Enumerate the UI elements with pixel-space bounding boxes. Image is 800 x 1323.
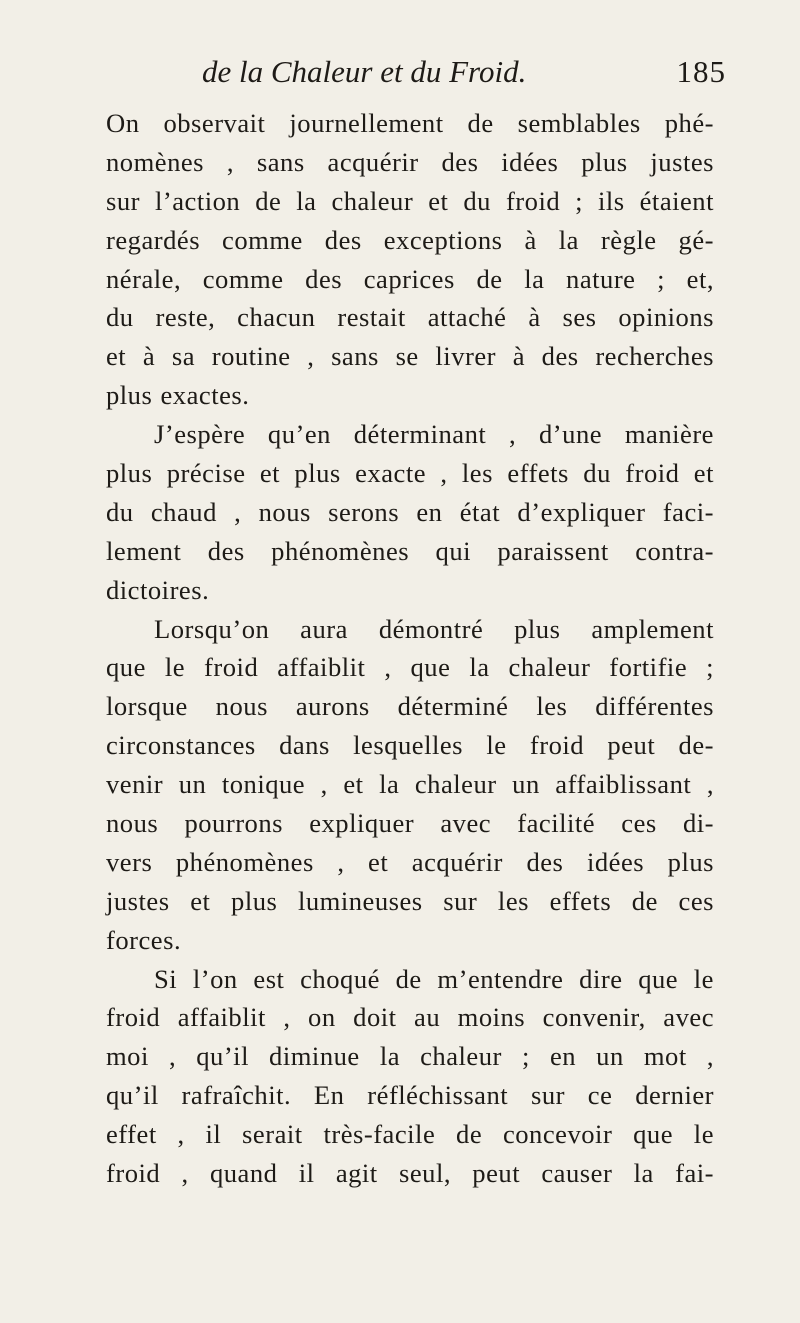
text-line: sur l’action de la chaleur et du froid ; ils étaient (106, 185, 714, 216)
text-line: venir un tonique , et la chaleur un affaiblissant , (106, 769, 714, 800)
body-text (106, 104, 714, 1193)
text-line: forces. (106, 924, 182, 955)
running-head (106, 52, 726, 92)
page-number: 185 (676, 54, 726, 89)
text-line: nomènes , sans acquérir des idées plus justes (106, 146, 714, 177)
text-line: justes et plus lumineuses sur les effets de ces (106, 885, 714, 916)
running-title: de la Chaleur et du Froid. (202, 54, 527, 89)
text-line: Si l’on est choqué de m’entendre dire que le (154, 963, 714, 994)
text-line: Lorsqu’on aura démontré plus amplement (154, 613, 714, 644)
text-line: regardés comme des exceptions à la règle gé- (106, 224, 714, 255)
text-line: froid affaiblit , on doit au moins convenir, avec (106, 1002, 714, 1033)
text-line: nérale, comme des caprices de la nature ; et, (106, 263, 714, 294)
text-line: plus précise et plus exacte , les effets du froid et (106, 458, 714, 489)
text-line: plus exactes. (106, 380, 250, 411)
text-line: nous pourrons expliquer avec facilité ces di- (106, 808, 714, 839)
text-line: lement des phénomènes qui paraissent contra- (106, 535, 714, 566)
text-line: qu’il rafraîchit. En réfléchissant sur ce dernier (106, 1080, 714, 1111)
text-line: vers phénomènes , et acquérir des idées plus (106, 846, 714, 877)
text-line: du reste, chacun restait attaché à ses opinions (106, 302, 714, 333)
text-line: et à sa routine , sans se livrer à des recherches (106, 341, 714, 372)
text-line: circonstances dans lesquelles le froid peut de- (106, 730, 714, 761)
text-line: dictoires. (106, 574, 210, 605)
text-line: que le froid affaiblit , que la chaleur fortifie ; (106, 652, 714, 683)
text-line: moi , qu’il diminue la chaleur ; en un mot , (106, 1041, 714, 1072)
text-line: froid , quand il agit seul, peut causer la fai- (106, 1158, 714, 1189)
text-line: du chaud , nous serons en état d’expliquer faci- (106, 496, 714, 527)
text-line: effet , il serait très-facile de concevoir que le (106, 1119, 714, 1150)
text-line: J’espère qu’en déterminant , d’une manière (154, 419, 714, 450)
text-line: lorsque nous aurons déterminé les différentes (106, 691, 714, 722)
text-line: On observait journellement de semblables phé- (106, 108, 714, 138)
